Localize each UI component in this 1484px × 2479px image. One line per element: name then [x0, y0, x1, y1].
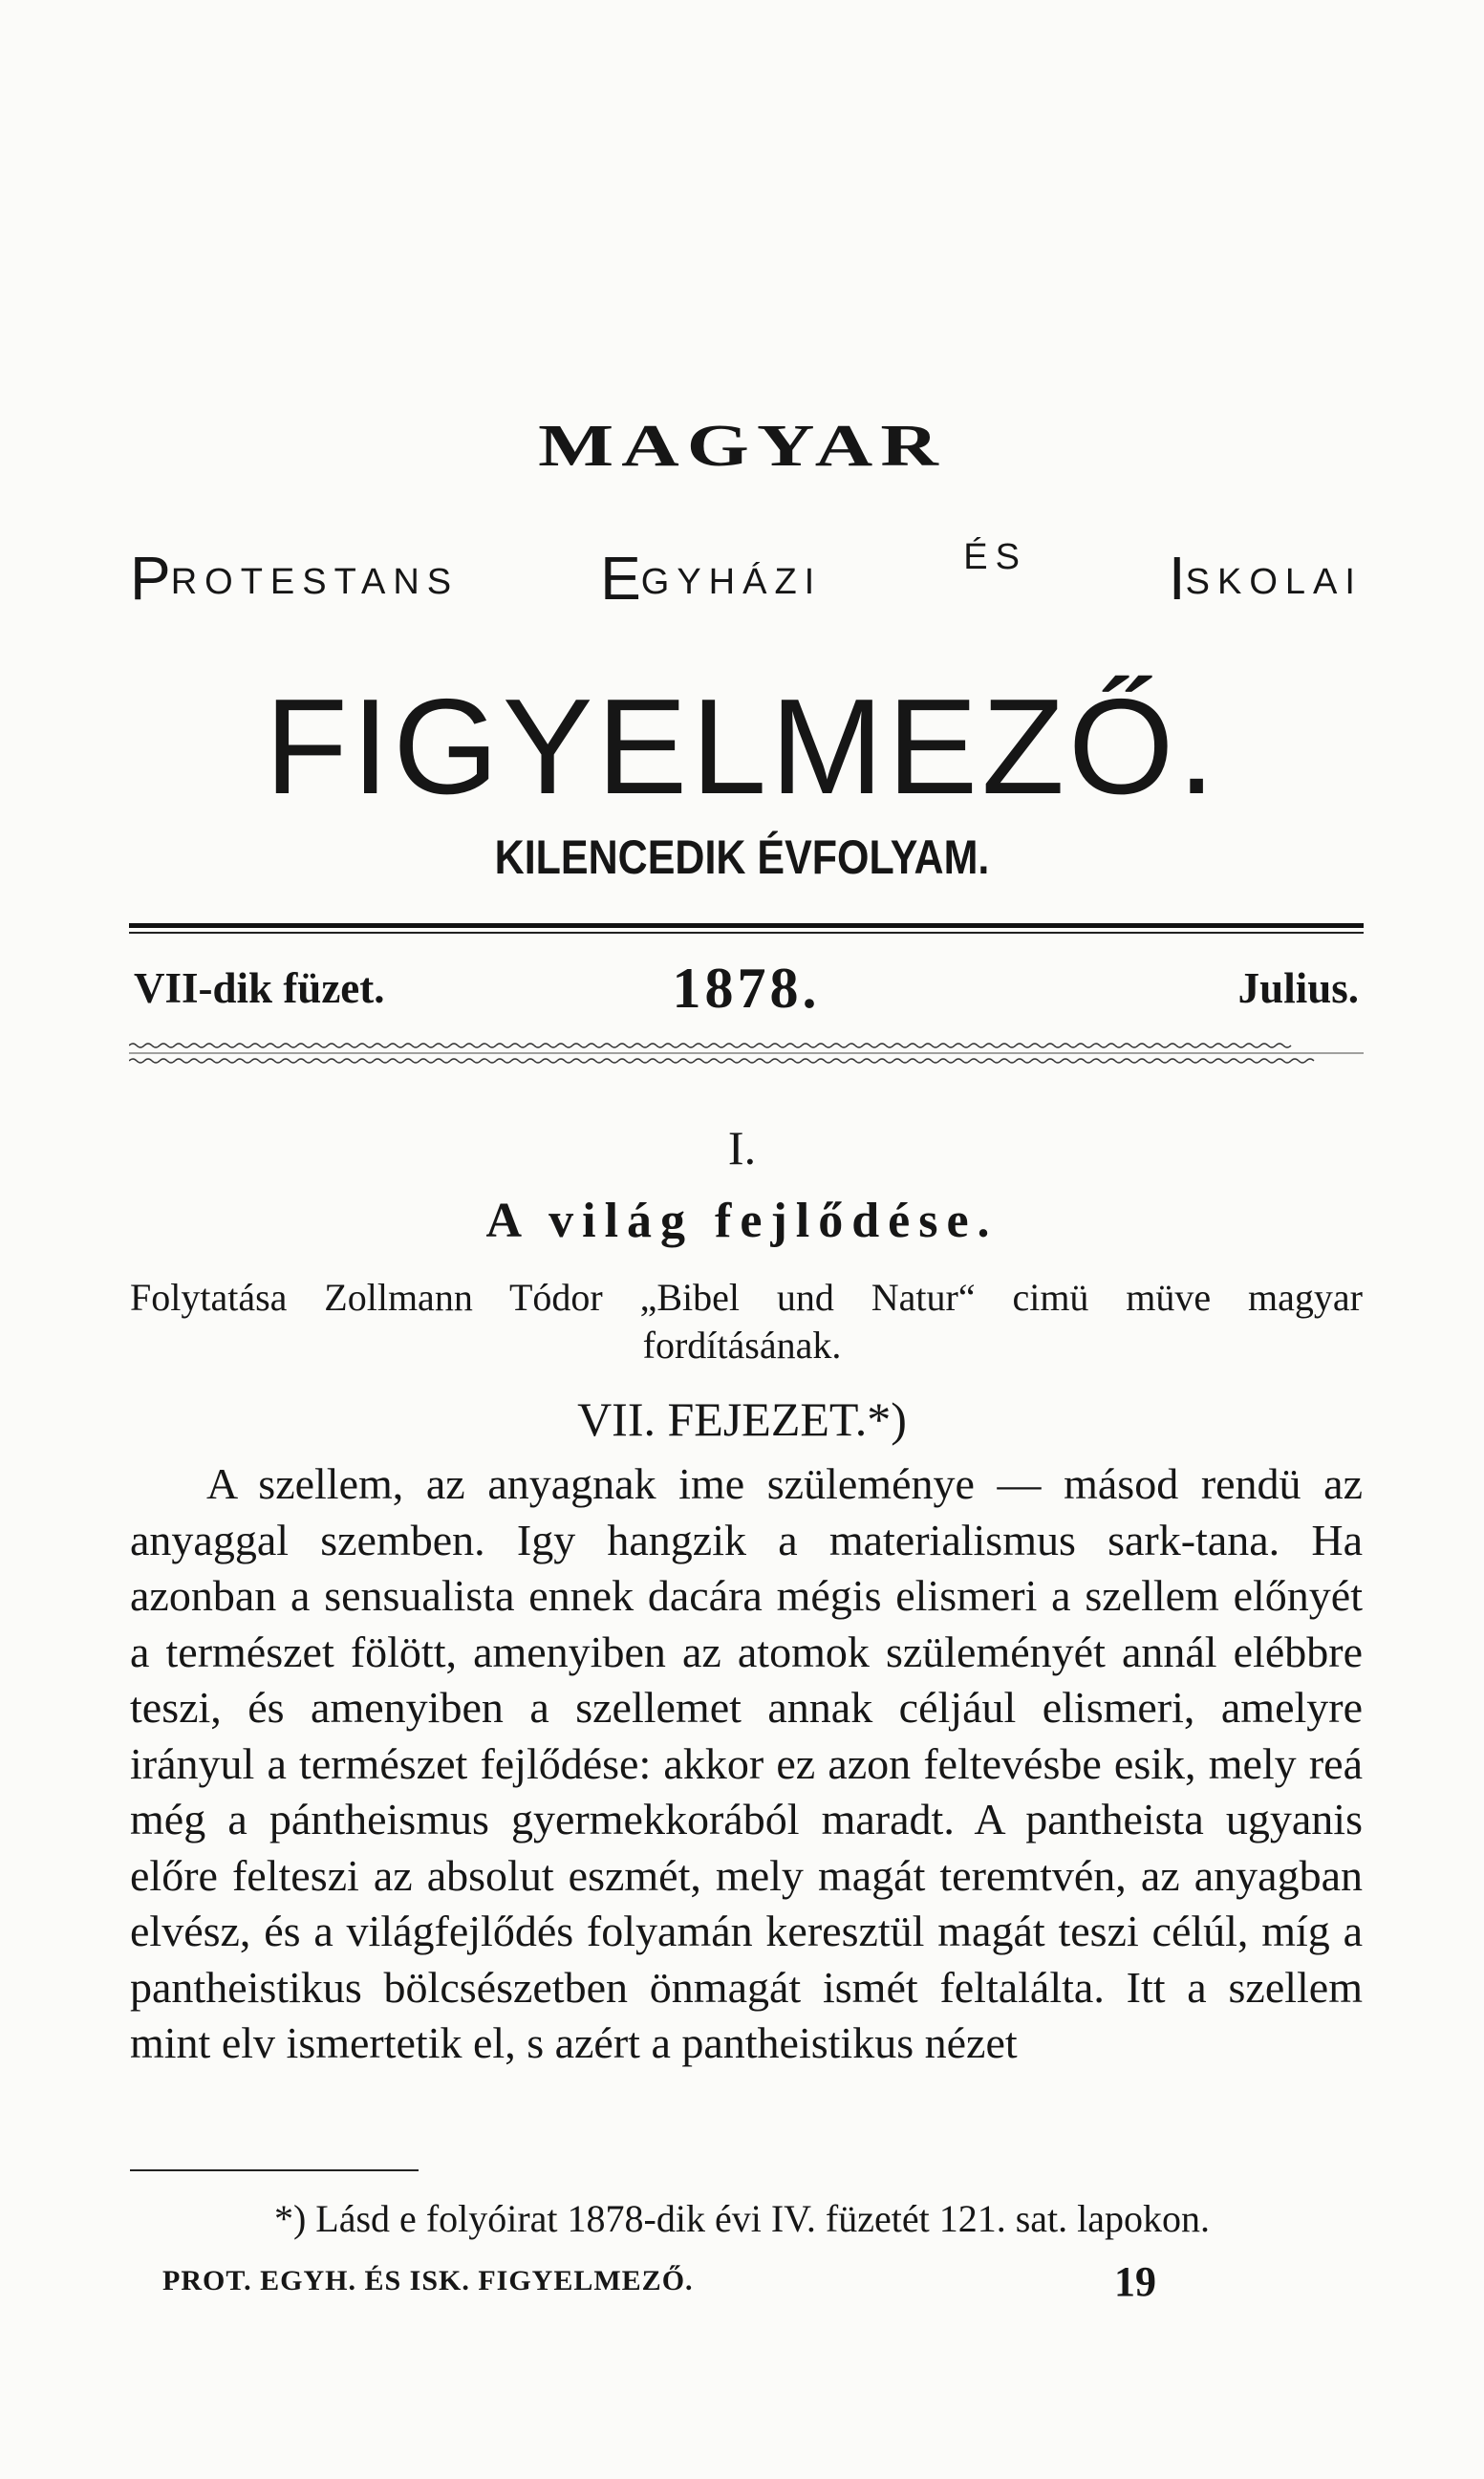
subtitle-word-es: ÉS [963, 537, 1027, 577]
footnote: *) Lásd e folyóirat 1878-dik évi IV. füzetét 121. sat. lapokon. [273, 2197, 1211, 2240]
issue-row [134, 956, 1359, 1023]
subtitle-word-egyhazi: EGYHÁZI [600, 544, 823, 613]
divider-thin [129, 932, 1364, 934]
footnote-rule [130, 2169, 419, 2171]
subtitle-word-protestans: PROTESTANS [130, 544, 460, 613]
article-body: A szellem, az anyagnak ime szüleménye — másod rendü az anyaggal szemben. Igy hangzik a materialismus sark-tana. Ha azonban a sensualista ennek dacára mégis elismeri a szellem előnyét a természet fölött, amenyiben az atomok szüleményét annál elébbre teszi, és amenyiben a szellemet annak céljául elismeri, amelyre irányul a természet fejlődése: akkor ez azon feltevésbe esik, mely reá még a pántheismus gyermekkorából maradt. A pantheista ugyanis előre felteszi az absolut eszmét, mely magát teremtvén, az anyagban elvész, és a világfejlődés folyamán keresztül magát teszi célúl, míg a pantheistikus bölcsészetben önmagát ismét feltalálta. Itt a szellem mint elv ismertetik el, s azért a pantheistikus nézet [130, 1459, 1363, 2067]
running-title: PROT. EGYH. ÉS ISK. FIGYELMEZŐ. [162, 2265, 694, 2296]
divider-thick [129, 923, 1364, 928]
article-subtitle-line2: fordításának. [642, 1324, 842, 1367]
section-number: I. [727, 1121, 757, 1175]
issue-month: Julius. [1237, 964, 1359, 1012]
masthead-magyar: MAGYAR [538, 414, 946, 479]
volume-label: KILENCEDIK ÉVFOLYAM. [494, 830, 990, 884]
masthead-title: FIGYELMEZŐ. [265, 671, 1219, 823]
subtitle-word-iskolai: ISKOLAI [1168, 544, 1363, 613]
page-number: 19 [1114, 2258, 1156, 2305]
article-title: A világ fejlődése. [485, 1194, 999, 1248]
ornamental-wavy-divider [129, 1040, 1364, 1068]
issue-number: VII-dik füzet. [134, 964, 385, 1012]
masthead-subtitle [130, 537, 1363, 613]
chapter-heading: VII. FEJEZET.*) [577, 1392, 907, 1446]
issue-year: 1878. [672, 957, 821, 1020]
article-subtitle-line1: Folytatása Zollmann Tódor „Bibel und Natur“ cimü müve magyar [130, 1276, 1363, 1319]
page-footer [162, 2257, 1156, 2305]
